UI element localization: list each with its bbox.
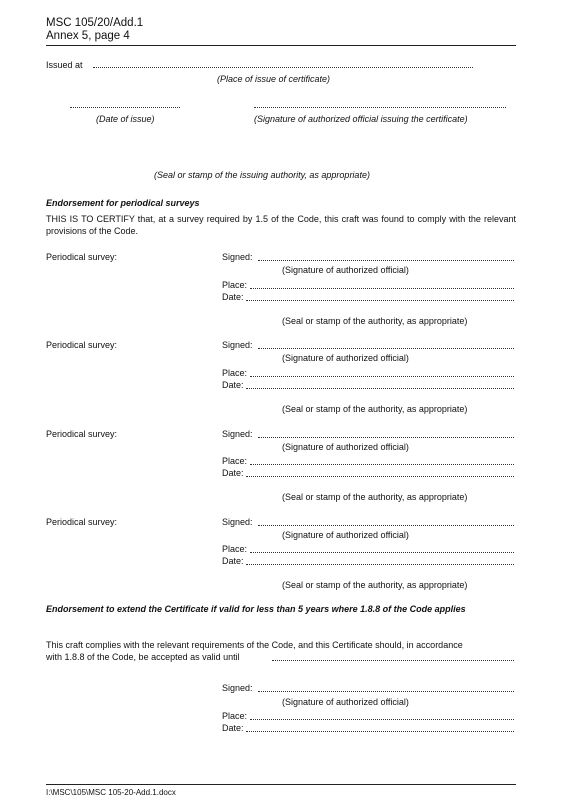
date-of-issue-caption: (Date of issue) (96, 114, 155, 124)
place-label: Place: (222, 368, 248, 378)
periodical-heading: Endorsement for periodical surveys (46, 198, 200, 208)
place-field[interactable] (250, 376, 514, 377)
issuing-seal-caption: (Seal or stamp of the issuing authority, as appropriate) (154, 170, 370, 180)
date-label: Date: (222, 556, 244, 566)
signature-caption: (Signature of authorized official) (282, 442, 409, 452)
date-field[interactable] (246, 388, 514, 389)
signed-field[interactable] (258, 260, 514, 261)
signed-field[interactable] (258, 437, 514, 438)
place-field[interactable] (250, 552, 514, 553)
date-label: Date: (222, 292, 244, 302)
date-field[interactable] (246, 300, 514, 301)
signed-label: Signed: (222, 517, 253, 527)
document-reference: MSC 105/20/Add.1 (46, 17, 144, 29)
extension-signed-field[interactable] (258, 691, 514, 692)
signed-label: Signed: (222, 252, 253, 262)
certify-text: THIS IS TO CERTIFY that, at a survey required by 1.5 of the Code, this craft was found to comply with the relevant provisions of the Code. (46, 214, 516, 236)
extension-date-label: Date: (222, 723, 244, 733)
date-of-issue-field[interactable] (70, 107, 180, 108)
signed-field[interactable] (258, 348, 514, 349)
issuing-signature-field[interactable] (254, 107, 506, 108)
periodical-survey-label: Periodical survey: (46, 252, 118, 262)
periodical-survey-label: Periodical survey: (46, 429, 118, 439)
valid-until-field[interactable] (272, 660, 514, 661)
extension-text-line1: This craft complies with the relevant requirements of the Code, and this Certificate should, in accordance (46, 640, 463, 650)
signed-label: Signed: (222, 340, 253, 350)
page-reference: Annex 5, page 4 (46, 30, 130, 42)
signature-caption: (Signature of authorized official) (282, 265, 409, 275)
extension-signed-label: Signed: (222, 683, 253, 693)
seal-caption: (Seal or stamp of the authority, as appropriate) (282, 492, 468, 502)
place-field[interactable] (250, 464, 514, 465)
signature-caption: (Signature of authorized official) (282, 353, 409, 363)
date-field[interactable] (246, 476, 514, 477)
place-field[interactable] (250, 288, 514, 289)
issuing-signature-caption: (Signature of authorized official issuing the certificate) (254, 114, 468, 124)
date-label: Date: (222, 380, 244, 390)
periodical-survey-label: Periodical survey: (46, 517, 118, 527)
extension-signature-caption: (Signature of authorized official) (282, 697, 409, 707)
place-of-issue-caption: (Place of issue of certificate) (217, 74, 331, 84)
place-label: Place: (222, 280, 248, 290)
seal-caption: (Seal or stamp of the authority, as appropriate) (282, 404, 468, 414)
seal-caption: (Seal or stamp of the authority, as appropriate) (282, 580, 468, 590)
header-rule (46, 45, 516, 46)
extension-place-label: Place: (222, 711, 248, 721)
date-field[interactable] (246, 564, 514, 565)
place-label: Place: (222, 456, 248, 466)
extension-place-field[interactable] (250, 719, 514, 720)
place-label: Place: (222, 544, 248, 554)
issued-at-label: Issued at (46, 60, 83, 70)
issued-at-field[interactable] (93, 67, 473, 68)
footer-rule (46, 784, 516, 785)
extension-text-line2: with 1.8.8 of the Code, be accepted as valid until (46, 652, 240, 662)
date-label: Date: (222, 468, 244, 478)
signed-field[interactable] (258, 525, 514, 526)
footer-file-path: I:\MSC\105\MSC 105-20-Add.1.docx (46, 788, 176, 797)
seal-caption: (Seal or stamp of the authority, as appropriate) (282, 316, 468, 326)
extension-date-field[interactable] (246, 731, 514, 732)
extension-heading: Endorsement to extend the Certificate if valid for less than 5 years where 1.8.8 of the Code applies (46, 604, 466, 614)
signature-caption: (Signature of authorized official) (282, 530, 409, 540)
periodical-survey-label: Periodical survey: (46, 340, 118, 350)
signed-label: Signed: (222, 429, 253, 439)
